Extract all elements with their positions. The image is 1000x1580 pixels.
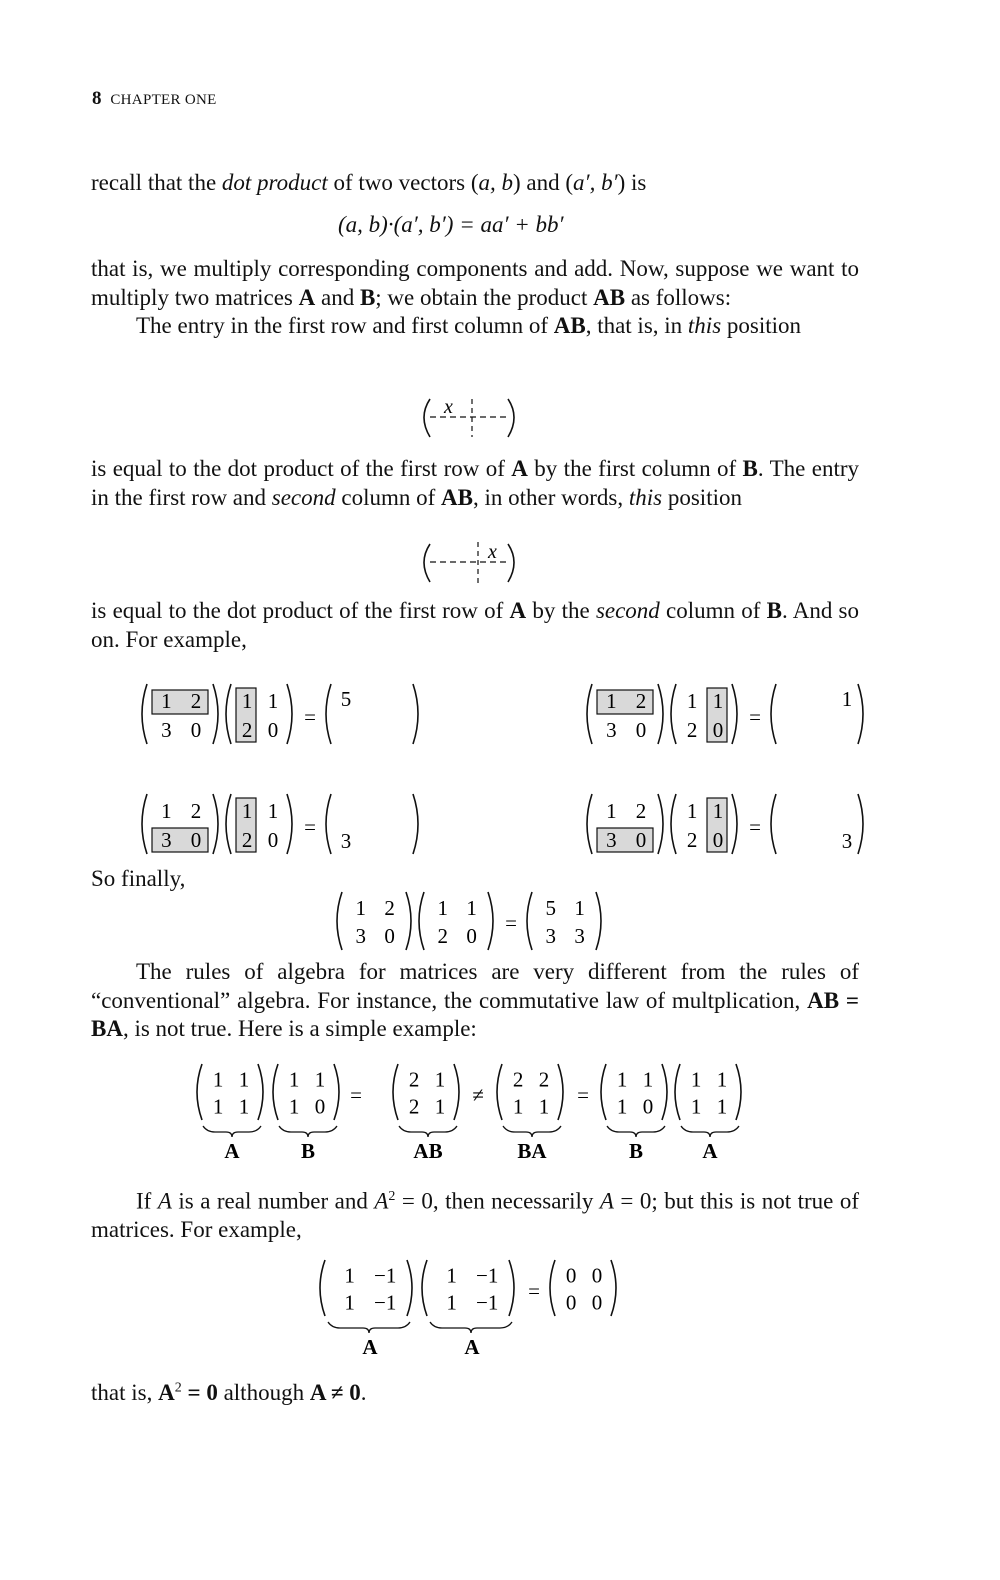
matrix-entry: 1: [212, 1067, 224, 1092]
matrix-entry: 1: [161, 689, 172, 713]
matrix-bracket-left: [326, 684, 331, 744]
matrix-entry: 1: [606, 799, 617, 823]
matrix-bracket-right: [732, 684, 737, 744]
paragraph-dot-product: recall that the dot product of two vectors (a, b) and (a′, b′) is: [91, 170, 647, 195]
matrix-entry: 1: [212, 1094, 224, 1119]
underbrace: [430, 1322, 512, 1333]
matrix-bracket-left: [393, 1064, 398, 1120]
matrix-entry: 3: [161, 827, 172, 852]
position-diagram-second-entry: [420, 540, 520, 588]
underbrace: [279, 1126, 337, 1137]
matrix-entry: 1: [161, 799, 172, 823]
matrix-entry: 2: [538, 1067, 550, 1092]
matrix-entry: 1: [238, 1067, 250, 1092]
matrix-entry: 2: [408, 1067, 420, 1092]
matrix-entry: 1: [434, 1094, 446, 1119]
matrix-bracket-left: [226, 794, 231, 854]
underbrace: [607, 1126, 665, 1137]
matrix-entry: 2: [384, 896, 395, 921]
final-product-equation: [335, 890, 625, 954]
matrix-bracket-left: [142, 794, 147, 854]
matrix-bracket-right: [858, 794, 863, 854]
position-marker: x: [488, 541, 497, 563]
paragraph-zero-square: If A is a real number and $A^2 = 0$, then necessarily A = 0; but this is not true of matrices. For example,: [91, 1188, 859, 1243]
matrix-bracket-left: [273, 1064, 278, 1120]
matrix-entry: 0: [384, 924, 395, 949]
matrix-entry: 1: [606, 689, 617, 713]
matrix-label: A: [224, 1139, 240, 1163]
matrix-entry: 1: [642, 1067, 654, 1092]
matrix-entry: 2: [437, 924, 448, 949]
matrix-entry: 1: [288, 1094, 300, 1119]
matrix-entry: 1: [446, 1263, 457, 1288]
matrix-entry: 2: [241, 827, 253, 852]
running-header: [92, 88, 217, 110]
matrix-bracket-right: [732, 794, 737, 854]
matrix-entry: 0: [712, 717, 724, 742]
so-finally-text: So finally,: [91, 866, 186, 891]
not-equal-sign: ≠: [472, 1083, 484, 1107]
equals-sign: =: [304, 705, 316, 729]
equals-sign: =: [749, 705, 761, 729]
matrix-bracket-right: [658, 684, 663, 744]
matrix-entry: 1: [446, 1290, 457, 1315]
matrix-entry: 1: [716, 1067, 728, 1092]
matrix-entry: 1: [686, 799, 698, 823]
matrix-bracket-right: [258, 1064, 263, 1120]
matrix-entry: 3: [574, 924, 585, 949]
matrix-entry: 1: [712, 799, 724, 823]
matrix-bracket-right: [509, 1260, 514, 1316]
matrix-entry: 1: [267, 689, 279, 713]
example-entry-row2-col2: [585, 790, 875, 860]
equals-sign: =: [350, 1083, 362, 1107]
matrix-bracket-right: [287, 684, 292, 744]
matrix-entry: 1: [344, 1290, 355, 1315]
matrix-bracket-right: [213, 794, 218, 854]
matrix-bracket-left: [497, 1064, 502, 1120]
matrix-entry: 0: [642, 1094, 654, 1119]
position-marker: x: [444, 396, 453, 418]
matrix-bracket-left: [671, 794, 676, 854]
matrix-entry: 1: [716, 1094, 728, 1119]
matrix-entry: −1: [374, 1263, 397, 1288]
matrix-bracket-right: [558, 1064, 563, 1120]
matrix-bracket-right: [407, 1260, 412, 1316]
matrix-entry: 0: [565, 1263, 577, 1288]
matrix-bracket-right: [611, 1260, 616, 1316]
matrix-bracket-right: [658, 794, 663, 854]
matrix-entry: 2: [408, 1094, 420, 1119]
matrix-label: AB: [413, 1139, 443, 1163]
matrix-entry: 1: [466, 896, 477, 921]
matrix-bracket-right: [596, 892, 601, 950]
matrix-entry: 1: [616, 1067, 628, 1092]
matrix-bracket-left: [226, 684, 231, 744]
position-diagram-first-entry: [420, 395, 520, 441]
matrix-bracket-right: [334, 1064, 339, 1120]
equals-sign: =: [528, 1279, 540, 1303]
paragraph-second-column: is equal to the dot product of the first row of A by the first column of B. The entry in the first row and second column of AB, in other words, this position: [91, 456, 859, 510]
matrix-entry: 2: [190, 689, 202, 713]
matrix-entry: 0: [190, 717, 202, 742]
matrix-entry: 0: [712, 827, 724, 852]
underbrace: [681, 1126, 739, 1137]
matrix-label: B: [628, 1139, 644, 1163]
dot-product-equation: (a, b)·(a′, b′) = aa′ + bb′: [338, 212, 564, 237]
matrix-entry: −1: [476, 1290, 499, 1315]
commutative-counterexample: [195, 1062, 775, 1167]
underbrace: [328, 1322, 410, 1333]
matrix-bracket-left: [671, 684, 676, 744]
matrix-entry: 3: [355, 924, 366, 949]
matrix-entry: 1: [344, 1263, 355, 1288]
example-entry-row1-col2: [585, 680, 875, 750]
matrix-entry: 1: [437, 896, 448, 921]
matrix-label: B: [300, 1139, 316, 1163]
matrix-bracket-left: [587, 684, 592, 744]
matrix-bracket-right: [736, 1064, 741, 1120]
underbrace: [399, 1126, 457, 1137]
matrix-entry: −1: [476, 1263, 499, 1288]
matrix-bracket-left: [326, 794, 331, 854]
matrix-bracket-left: [771, 794, 776, 854]
matrix-entry: 0: [591, 1290, 603, 1315]
matrix-entry: 2: [635, 689, 647, 713]
matrix-bracket-left: [527, 892, 532, 950]
matrix-bracket-left: [197, 1064, 202, 1120]
matrix-bracket-left: [419, 892, 424, 950]
matrix-bracket-right: [406, 892, 411, 950]
matrix-bracket-left: [550, 1260, 555, 1316]
example-entry-row1-col1: [140, 680, 430, 750]
matrix-bracket-right: [488, 892, 493, 950]
result-entry: 5: [340, 687, 352, 711]
matrix-entry: 1: [538, 1094, 550, 1119]
result-entry: 3: [841, 829, 853, 853]
matrix-entry: 1: [267, 799, 279, 823]
matrix-entry: 1: [288, 1067, 300, 1092]
matrix-bracket-left: [320, 1260, 325, 1316]
matrix-entry: 1: [241, 799, 253, 823]
matrix-entry: 3: [606, 717, 617, 742]
matrix-entry: 5: [545, 896, 556, 921]
matrix-entry: 1: [238, 1094, 250, 1119]
page-number: 8: [92, 88, 102, 109]
matrix-bracket-left: [337, 892, 342, 950]
matrix-bracket-left: [601, 1064, 606, 1120]
closing-statement: that is, $A^2 = 0$ although A ≠ 0.: [91, 1380, 367, 1405]
matrix-entry: 3: [545, 924, 556, 949]
matrix-entry: 0: [591, 1263, 603, 1288]
result-entry: 1: [841, 687, 853, 711]
result-entry: 3: [340, 829, 352, 853]
matrix-entry: 1: [690, 1067, 702, 1092]
matrix-bracket-right: [858, 684, 863, 744]
matrix-bracket-left: [771, 684, 776, 744]
underbrace: [503, 1126, 561, 1137]
matrix-entry: 2: [686, 827, 698, 852]
matrix-entry: 0: [466, 924, 477, 949]
matrix-entry: 1: [355, 896, 366, 921]
matrix-bracket-left: [142, 684, 147, 744]
equals-sign: =: [749, 815, 761, 839]
matrix-entry: 0: [635, 717, 647, 742]
matrix-entry: 2: [241, 717, 253, 742]
matrix-bracket-right: [413, 684, 418, 744]
matrix-entry: 0: [635, 827, 647, 852]
matrix-entry: 1: [712, 689, 724, 713]
matrix-entry: 2: [190, 799, 202, 823]
matrix-label: BA: [517, 1139, 547, 1163]
equals-sign: =: [304, 815, 316, 839]
paragraph-matrix-product: that is, we multiply corresponding components and add. Now, suppose we want to multiply two matrices A and B; we obtain the product AB as follows: The entry in the first row and first column of AB, that is, in this position: [91, 256, 859, 338]
paragraph-and-so-on: is equal to the dot product of the first row of A by the second column of B. And so on. For example,: [91, 598, 859, 652]
matrix-bracket-right: [287, 794, 292, 854]
matrix-entry: 1: [241, 689, 253, 713]
matrix-entry: 0: [314, 1094, 326, 1119]
underbrace: [203, 1126, 261, 1137]
matrix-bracket-left: [675, 1064, 680, 1120]
zero-square-example: [318, 1258, 638, 1363]
matrix-entry: −1: [374, 1290, 397, 1315]
matrix-bracket-left: [422, 1260, 427, 1316]
matrix-bracket-left: [587, 794, 592, 854]
matrix-entry: 1: [512, 1094, 524, 1119]
matrix-entry: 0: [267, 827, 279, 852]
matrix-bracket-right: [213, 684, 218, 744]
equals-sign: =: [505, 911, 517, 935]
chapter-title: CHAPTER ONE: [110, 92, 217, 108]
matrix-entry: 1: [616, 1094, 628, 1119]
matrix-entry: 1: [314, 1067, 326, 1092]
matrix-entry: 2: [512, 1067, 524, 1092]
matrix-entry: 3: [161, 717, 172, 742]
matrix-bracket-right: [662, 1064, 667, 1120]
matrix-label: A: [464, 1335, 480, 1359]
matrix-entry: 1: [574, 896, 585, 921]
matrix-label: A: [362, 1335, 378, 1359]
matrix-entry: 1: [686, 689, 698, 713]
matrix-entry: 2: [635, 799, 647, 823]
matrix-entry: 1: [434, 1067, 446, 1092]
matrix-entry: 0: [190, 827, 202, 852]
matrix-entry: 0: [267, 717, 279, 742]
paragraph-commutative-law: The rules of algebra for matrices are very different from the rules of “conventional” algebra. For instance, the commutative law of multplication, AB = BA, is not true. Here is a simple example:: [91, 959, 859, 1041]
matrix-bracket-right: [413, 794, 418, 854]
matrix-bracket-right: [454, 1064, 459, 1120]
equals-sign: =: [577, 1083, 589, 1107]
matrix-entry: 0: [565, 1290, 577, 1315]
matrix-entry: 2: [686, 717, 698, 742]
matrix-label: A: [702, 1139, 718, 1163]
matrix-entry: 3: [606, 827, 617, 852]
matrix-entry: 1: [690, 1094, 702, 1119]
example-entry-row2-col1: [140, 790, 430, 860]
